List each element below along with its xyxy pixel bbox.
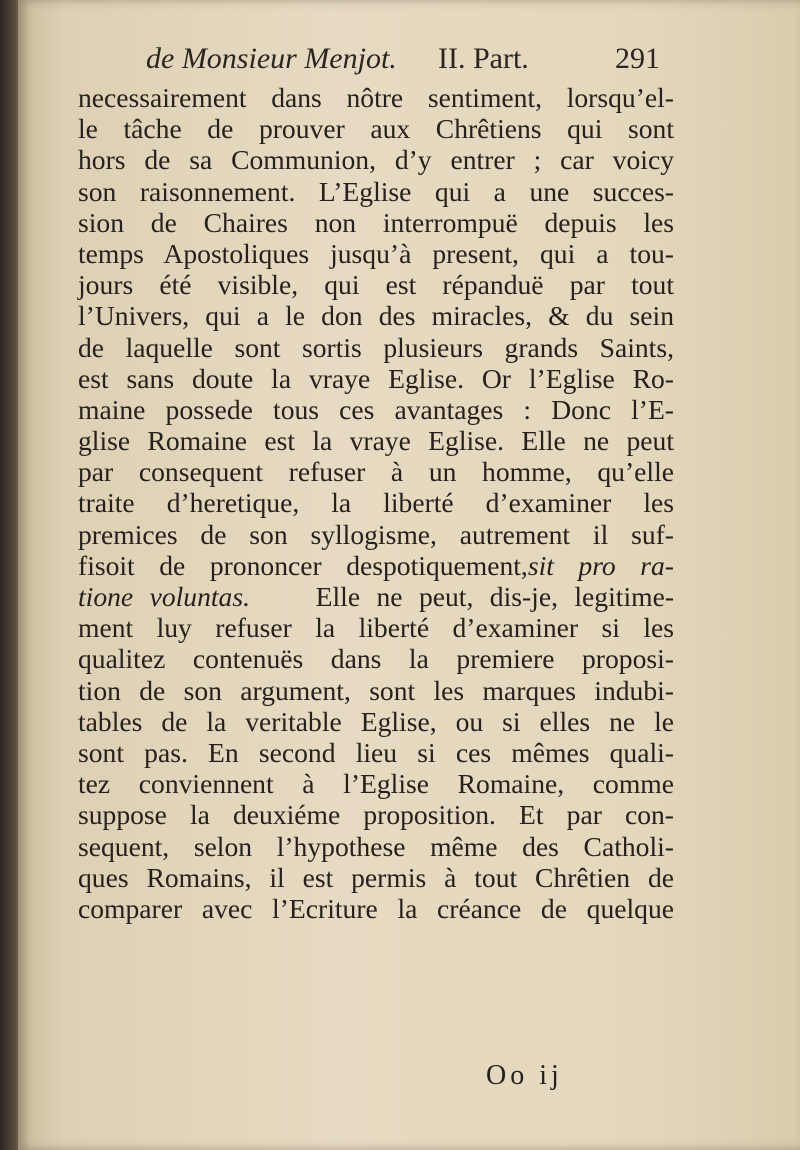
text-line: l’Univers, qui a le don des miracles, & du sein: [78, 300, 674, 332]
text-line-mixed: [78, 581, 674, 612]
text-line: maine possede tous ces avantages : Donc l’E-: [78, 393, 674, 425]
text-line: tion de son argument, sont les marques indubi-: [78, 674, 674, 706]
italic-latin-phrase: tione voluntas.: [78, 581, 250, 612]
italic-latin-phrase: sit pro ra-: [527, 549, 674, 581]
page-number: 291: [615, 42, 660, 75]
text-segment: fisoit de prononcer despotiquement,: [78, 549, 528, 581]
text-line: hors de sa Communion, d’y entrer ; car voicy: [78, 144, 674, 176]
text-line: ques Romains, il est permis à tout Chrêtien de: [78, 861, 674, 893]
text-line: son raisonnement. L’Eglise qui a une succes-: [78, 175, 674, 207]
text-line: sequent, selon l’hypothese même des Catholi-: [78, 830, 674, 862]
part-label: II. Part.: [438, 42, 529, 75]
text-line-mixed: [78, 550, 674, 581]
body-text: [78, 82, 674, 924]
signature-mark: Oo ij: [486, 1060, 563, 1091]
text-line: est sans doute la vraye Eglise. Or l’Eglise Ro-: [78, 362, 674, 394]
text-line: premices de son syllogisme, autrement il suf-: [78, 518, 674, 550]
text-line: suppose la deuxiéme proposition. Et par con-: [78, 799, 674, 831]
text-line: traite d’heretique, la liberté d’examiner les: [78, 487, 674, 519]
text-line: necessairement dans nôtre sentiment, lorsqu’el-: [78, 82, 674, 113]
text-segment: Elle ne peut, dis-je, legitime-: [315, 581, 675, 612]
text-line: par consequent refuser à un homme, qu’elle: [78, 456, 674, 488]
text-line: tez conviennent à l’Eglise Romaine, comme: [78, 768, 674, 800]
text-line: le tâche de prouver aux Chrêtiens qui sont: [78, 113, 674, 145]
text-line: de laquelle sont sortis plusieurs grands Saints,: [78, 331, 674, 363]
text-line: comparer avec l’Ecriture la créance de quelque: [78, 892, 674, 924]
text-line: sion de Chaires non interrompuë depuis les: [78, 206, 674, 238]
text-line: sont pas. En second lieu si ces mêmes quali-: [78, 736, 674, 768]
text-line: tables de la veritable Eglise, ou si elles ne le: [78, 705, 674, 737]
running-header: [130, 40, 660, 84]
text-line: temps Apostoliques jusqu’à present, qui a tou-: [78, 237, 674, 269]
text-line: ment luy refuser la liberté d’examiner si les: [78, 612, 674, 644]
text-line: qualitez contenuës dans la premiere proposi-: [78, 643, 674, 675]
running-title: de Monsieur Menjot.: [146, 42, 397, 75]
text-line: jours été visible, qui est répanduë par tout: [78, 269, 674, 301]
text-line: glise Romaine est la vraye Eglise. Elle ne peut: [78, 425, 674, 457]
